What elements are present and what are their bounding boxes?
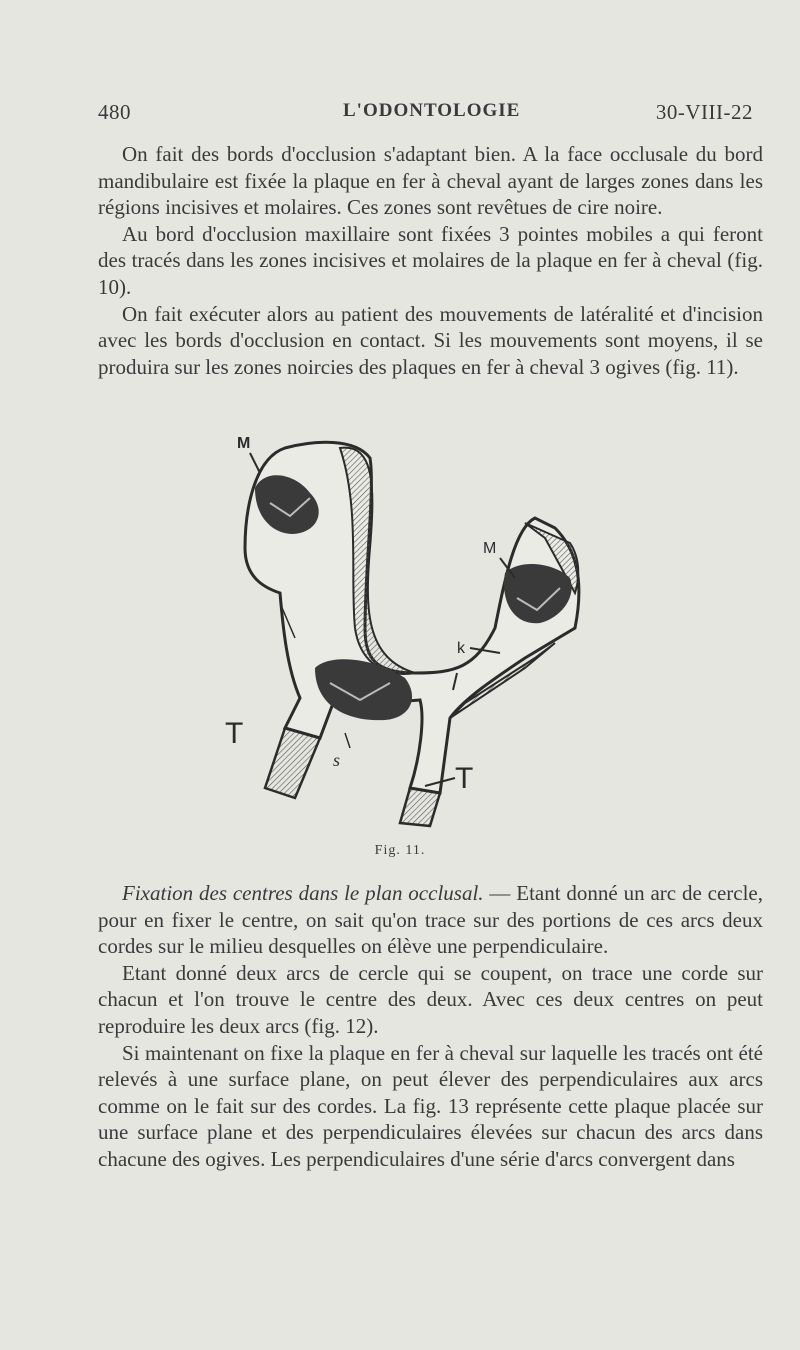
tube-right — [400, 788, 440, 826]
paragraph: Etant donné deux arcs de cercle qui se coupent, on trace une corde sur chacun et l'on trouve le centre des deux. Avec ces deux centres on peut reproduire les deux arcs (fig. 12). — [98, 960, 763, 1038]
horseshoe-plate-illustration — [225, 428, 595, 828]
text-block-bottom — [98, 880, 763, 1173]
label-s: s — [333, 750, 341, 770]
label-t-right: T — [455, 762, 474, 795]
tube-left — [265, 728, 320, 798]
paragraph: On fait des bords d'occlusion s'adaptant bien. A la face occlusale du bord mandibulaire est fixée la plaque en fer à cheval ayant de larges zones dans les régions incisives et molaires. Ces zones sont revêtues de cire noire. — [98, 142, 763, 220]
paragraph: On fait exécuter alors au patient des mouvements de latéralité et d'incision avec les bords d'occlusion en contact. Si les mouvements sont moyens, il se produira sur les zones noircies des plaques en fer à cheval 3 ogives (fig. 11). — [98, 301, 763, 379]
label-t-left: T — [225, 717, 244, 750]
issue-date: 30-VIII-22 — [655, 100, 753, 124]
paragraph: Au bord d'occlusion maxillaire sont fixées 3 pointes mobiles a qui feront des tracés dans les zones incisives et molaires de la plaque en fer à cheval (fig. 10). — [98, 221, 763, 299]
figure-caption: Fig. 11. — [374, 843, 426, 858]
figure-11 — [225, 428, 595, 828]
leader-line — [345, 733, 350, 748]
label-m-left: M — [237, 435, 251, 452]
paragraph: Si maintenant on fixe la plaque en fer à cheval sur laquelle les tracés ont été relevés à une surface plane, on peut élever des perpendiculaires aux arcs comme on le fait sur des cordes. La fig. 13 représente cette plaque placée sur une surface plane et des perpendiculaires élevées sur chacun des arcs dans chacune des ogives. Les perpendiculaires d'une série d'arcs convergent dans — [98, 1040, 763, 1171]
text-block-top — [98, 141, 763, 380]
section-title: Fixation des centres dans le plan occlusal. — [122, 881, 484, 905]
section-paragraph — [98, 880, 763, 960]
label-k: k — [457, 640, 465, 657]
page-number: 480 — [98, 100, 131, 124]
section-lead-text: — Etant donné un arc de cercle, pour en fixer le centre, on sait qu'on trace sur des portions de ces arcs deux cordes sur le milieu desquelles on élève une perpendiculaire. — [98, 881, 763, 959]
arrow — [250, 453, 260, 473]
journal-title: L'ODONTOLOGIE — [343, 100, 521, 121]
running-header — [98, 100, 753, 130]
label-m-right: M — [483, 540, 497, 557]
